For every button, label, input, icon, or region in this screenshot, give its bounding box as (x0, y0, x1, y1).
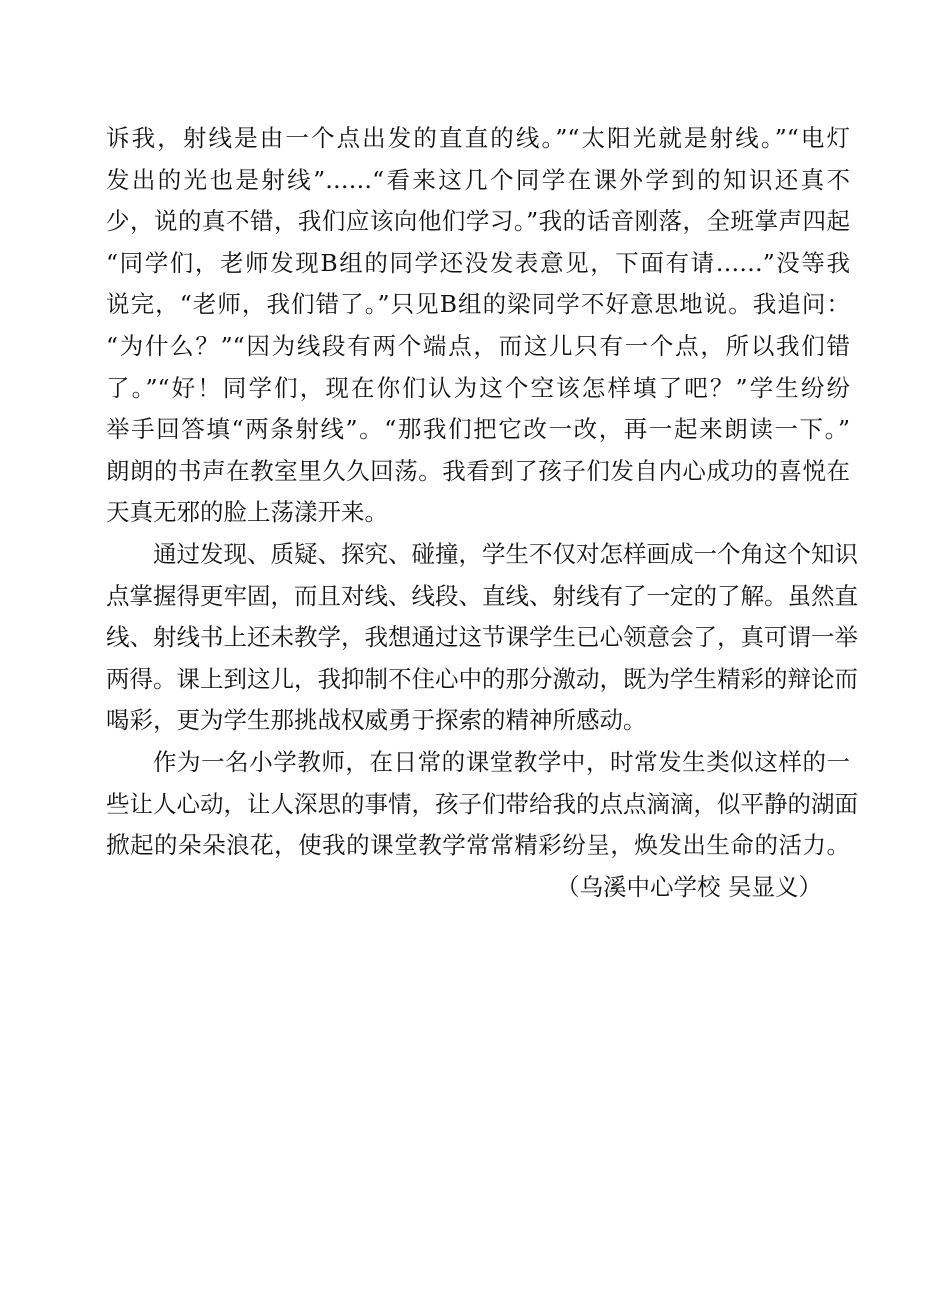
text-line: 天真无邪的脸上荡漾开来。 (106, 498, 388, 527)
text-line: 喝彩，更为学生那挑战权威勇于探索的精神所感动。 (106, 706, 647, 735)
text-line: 诉我，射线是由一个点出发的直直的线。”“太阳光就是射线。”“电灯 (106, 124, 850, 152)
text-line: 发出的光也是射线”……“看来这几个同学在课外学到的知识还真不 (106, 165, 850, 194)
text-line: “为什么？”“因为线段有两个端点，而这儿只有一个点，所以我们错 (106, 331, 850, 360)
text-line: 两得。课上到这儿，我抑制不住心中的那分激动，既为学生精彩的辩论而 (106, 664, 858, 693)
article-body (106, 118, 858, 908)
text-line: 举手回答填“两条射线”。“那我们把它改一改，再一起来朗读一下。” (106, 415, 850, 444)
text-line: 少，说的真不错，我们应该向他们学习。”我的话音刚落，全班掌声四起 (106, 207, 850, 236)
text-line: 通过发现、质疑、探究、碰撞，学生不仅对怎样画成一个角这个知识 (153, 539, 858, 568)
text-line: 掀起的朵朵浪花，使我的课堂教学常常精彩纷呈，焕发出生命的活力。 (106, 831, 850, 860)
text-line: 线、射线书上还未教学，我想通过这节课学生已心领意会了，真可谓一举 (106, 623, 858, 652)
author-signature: （乌溪中心学校 吴显义） (556, 872, 822, 901)
text-line: 些让人心动，让人深思的事情，孩子们带给我的点点滴滴，似平静的湖面 (106, 789, 858, 818)
paragraph-3 (106, 742, 858, 867)
text-line: 了。”“好！同学们，现在你们认为这个空该怎样填了吧？”学生纷纷 (106, 373, 850, 402)
text-line: 朗朗的书声在教室里久久回荡。我看到了孩子们发自内心成功的喜悦在 (106, 456, 850, 485)
text-line: “同学们，老师发现B组的同学还没发表意见，下面有请……”没等我 (106, 248, 850, 277)
text-line: 点掌握得更牢固，而且对线、线段、直线、射线有了一定的了解。虽然直 (106, 581, 858, 610)
paragraph-2 (106, 534, 858, 742)
paragraph-1 (106, 118, 850, 534)
text-line: 说完，“老师，我们错了。”只见B组的梁同学不好意思地说。我追问： (106, 290, 850, 319)
text-line: 作为一名小学教师，在日常的课堂教学中，时常发生类似这样的一 (153, 747, 850, 776)
